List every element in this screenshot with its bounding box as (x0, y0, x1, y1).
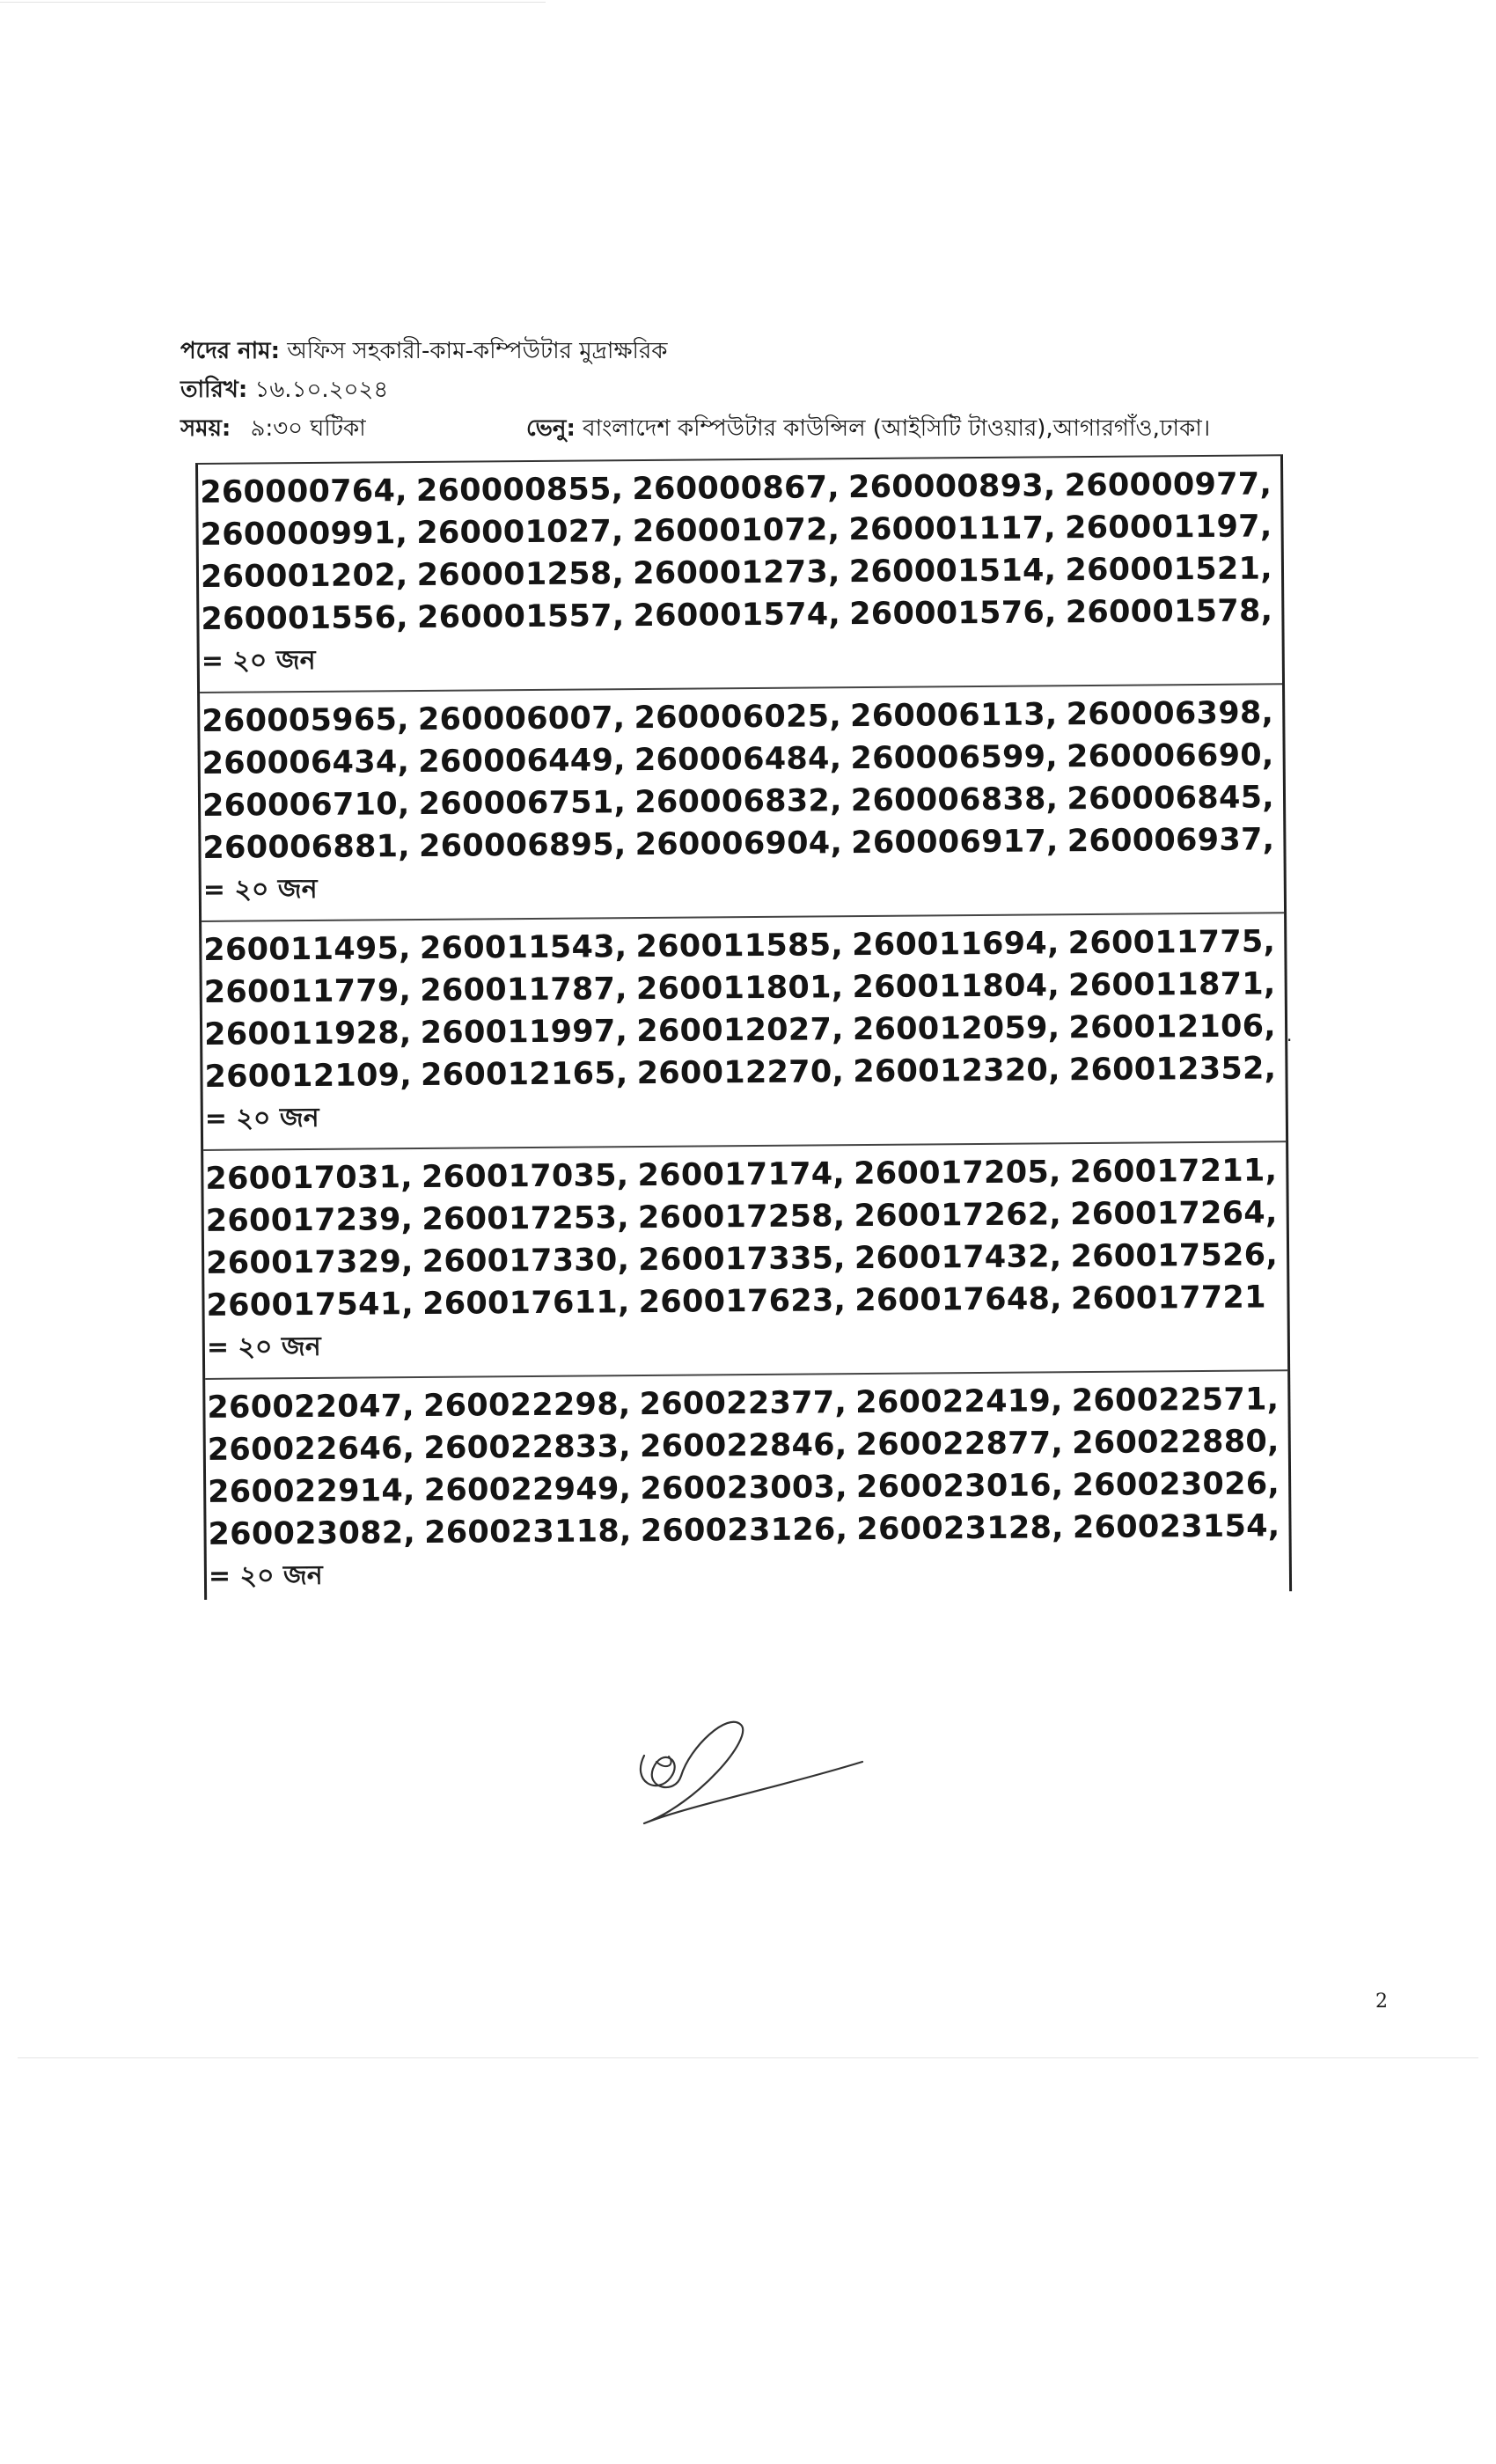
roll-number: 260011928, (203, 1016, 412, 1052)
roll-number: 260022047, (207, 1389, 415, 1426)
roll-number: 260022377, (639, 1385, 847, 1423)
roll-number: 260023118, (423, 1514, 632, 1551)
roll-number: 260001576, (849, 595, 1057, 633)
stray-mark: · (1287, 1030, 1293, 1051)
roll-number: 260011997, (420, 1014, 628, 1052)
roll-number-table (195, 454, 1292, 1600)
block-count: = ২০ জন (201, 644, 316, 677)
roll-number: 260006398, (1066, 695, 1274, 733)
roll-number: 260023016, (855, 1468, 1064, 1506)
roll-number: 260001202, (200, 558, 408, 595)
block-count: = ২০ জন (204, 1102, 319, 1134)
roll-number: 260001027, (416, 514, 624, 552)
scan-edge-top (0, 2, 546, 3)
roll-number: 260017264, (1069, 1195, 1278, 1233)
roll-number: 260000977, (1064, 466, 1272, 504)
roll-number-grid (200, 465, 1281, 639)
date-row (180, 371, 1272, 410)
roll-number: 260001273, (633, 554, 840, 592)
roll-number: 260017031, (205, 1160, 414, 1197)
roll-number: 260011779, (203, 973, 412, 1010)
roll-number: 260001574, (633, 597, 841, 634)
roll-number: 260023154, (1072, 1508, 1280, 1546)
venue-label: ভেনু: (526, 415, 576, 442)
roll-number: 260022298, (422, 1387, 631, 1424)
roll-number: 260017205, (854, 1155, 1061, 1192)
roll-number: 260023128, (856, 1510, 1064, 1548)
roll-number: 260017623, (638, 1283, 847, 1321)
roll-number: 260011543, (419, 929, 627, 967)
roll-number: 260001258, (416, 556, 625, 594)
roll-number: 260017335, (638, 1241, 846, 1279)
roll-number: 260022880, (1072, 1424, 1280, 1462)
roll-number: 260011787, (420, 972, 627, 1009)
roll-number-grid (203, 922, 1285, 1096)
roll-number: 260006434, (202, 744, 410, 781)
roll-number: 260006917, (851, 824, 1059, 862)
roll-number: 260006838, (850, 781, 1059, 819)
post-row (180, 333, 1272, 371)
roll-number: 260012106, (1068, 1008, 1277, 1046)
roll-number: 260000867, (632, 470, 840, 508)
roll-number: 260011694, (851, 926, 1060, 964)
roll-number: 260006484, (634, 741, 842, 779)
roll-number: 260012352, (1068, 1051, 1277, 1089)
roll-number: 260001117, (848, 510, 1057, 548)
roll-number: 260011585, (635, 928, 844, 965)
venue (526, 410, 1210, 449)
roll-number: 260006449, (418, 743, 626, 781)
roll-number: 260017432, (854, 1239, 1062, 1277)
roll-number: 260017211, (1069, 1153, 1278, 1191)
roll-number: 260022949, (423, 1471, 632, 1508)
roll-block (200, 685, 1284, 922)
scan-edge-bottom (18, 2057, 1478, 2058)
exam-header (180, 333, 1272, 449)
roll-number: 260017541, (206, 1287, 414, 1324)
date-label: তারিখ: (180, 377, 248, 403)
roll-number: 260022846, (639, 1427, 847, 1465)
roll-number: 260017648, (854, 1281, 1062, 1319)
roll-block (198, 456, 1282, 693)
roll-number: 260006690, (1066, 737, 1274, 775)
roll-number: 260022419, (855, 1383, 1063, 1421)
roll-number: 260017262, (854, 1197, 1062, 1235)
roll-number: 260006113, (849, 697, 1058, 735)
roll-number: 260006881, (202, 829, 411, 866)
roll-number: 260017721 (1070, 1280, 1266, 1317)
roll-number: 260011871, (1067, 966, 1276, 1004)
venue-value: বাংলাদেশ কম্পিউটার কাউন্সিল (আইসিটি টাওয়ার),আগারগাঁও,ঢাকা। (583, 415, 1211, 442)
roll-number: 260011775, (1067, 924, 1276, 962)
roll-number: 260005965, (202, 702, 409, 739)
roll-number: 260001197, (1064, 509, 1272, 546)
signature (627, 1707, 873, 1848)
block-count: = ২০ জন (208, 1559, 323, 1592)
date-value: ১৬.১০.২০২৪ (254, 377, 389, 403)
roll-number: 260017239, (205, 1202, 414, 1239)
roll-number: 260001072, (632, 512, 840, 550)
roll-number: 260000991, (200, 516, 408, 553)
roll-number: 260012027, (636, 1012, 844, 1050)
roll-number: 260023082, (208, 1515, 416, 1552)
roll-number: 260006025, (634, 699, 842, 737)
roll-number: 260022571, (1071, 1382, 1280, 1419)
roll-number: 260001578, (1065, 593, 1273, 631)
roll-number: 260012320, (853, 1052, 1060, 1090)
roll-number: 260017526, (1070, 1237, 1279, 1275)
roll-number: 260001556, (201, 600, 409, 637)
roll-number: 260012270, (636, 1054, 845, 1092)
roll-block (202, 913, 1286, 1151)
roll-number: 260023003, (640, 1470, 847, 1507)
roll-number: 260006751, (418, 785, 627, 823)
roll-number: 260017035, (421, 1158, 629, 1196)
roll-number: 260006904, (634, 825, 843, 863)
roll-number-grid (202, 693, 1283, 868)
roll-number: 260006937, (1067, 822, 1275, 860)
roll-number-grid (205, 1151, 1287, 1325)
roll-number: 260017253, (422, 1200, 629, 1238)
roll-number: 260017329, (205, 1244, 414, 1281)
roll-number: 260022833, (423, 1429, 632, 1466)
roll-number: 260011801, (635, 970, 844, 1008)
roll-number: 260022877, (855, 1426, 1064, 1463)
roll-number: 260023026, (1072, 1466, 1280, 1504)
roll-number: 260001557, (416, 598, 625, 636)
roll-number: 260001514, (848, 553, 1057, 590)
roll-number: 260000764, (200, 473, 407, 510)
time-value: ৯:৩০ ঘটিকা (250, 415, 366, 442)
roll-number: 260000855, (415, 472, 624, 510)
block-count: = ২০ জন (202, 873, 318, 906)
block-count: = ২০ জন (206, 1331, 321, 1363)
roll-number: 260006832, (634, 783, 842, 821)
roll-number: 260006599, (850, 739, 1059, 777)
time-label: সময়: (180, 415, 231, 442)
roll-number: 260006007, (417, 700, 626, 738)
roll-number: 260017611, (422, 1285, 630, 1323)
roll-number-grid (207, 1380, 1288, 1554)
roll-block (203, 1142, 1287, 1380)
roll-number: 260023126, (640, 1512, 848, 1550)
roll-number: 260006845, (1067, 780, 1275, 818)
roll-number: 260006710, (202, 787, 410, 824)
roll-number: 260017330, (422, 1243, 630, 1280)
roll-block (205, 1371, 1289, 1600)
roll-number: 260017174, (637, 1156, 846, 1194)
roll-number: 260001521, (1065, 551, 1273, 589)
time-venue-row (180, 410, 1272, 449)
roll-number: 260022646, (207, 1431, 415, 1468)
roll-number: 260017258, (637, 1199, 846, 1236)
roll-number: 260022914, (208, 1473, 415, 1510)
roll-number: 260011804, (852, 968, 1060, 1006)
roll-number: 260011495, (203, 931, 411, 968)
roll-number: 260006895, (418, 827, 627, 865)
post-label: পদের নাম: (180, 338, 281, 364)
roll-number: 260012059, (852, 1010, 1060, 1048)
page-number: 2 (1375, 1991, 1388, 2013)
roll-number: 260000893, (847, 468, 1056, 506)
post-value: অফিস সহকারী-কাম-কম্পিউটার মুদ্রাক্ষরিক (287, 338, 668, 364)
roll-number: 260012109, (204, 1058, 413, 1095)
roll-number: 260012165, (420, 1056, 628, 1094)
